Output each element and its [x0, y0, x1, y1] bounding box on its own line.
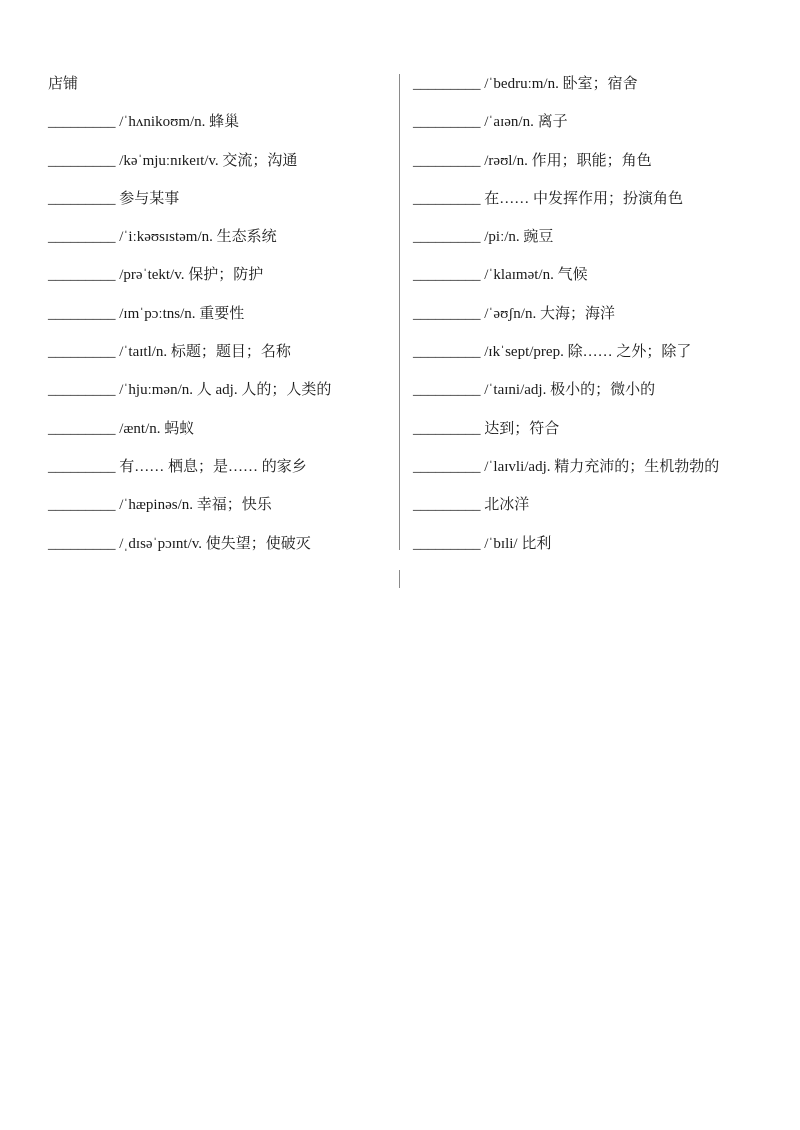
vocab-line: _________ /piː/n. 豌豆	[413, 229, 554, 246]
right-vocab-column	[413, 70, 758, 568]
left-vocab-column	[48, 70, 393, 568]
vocab-line: _________ /ˈtaɪtl/n. 标题；题目；名称	[48, 344, 291, 361]
vocab-line: _________ /ɪmˈpɔːtns/n. 重要性	[48, 305, 245, 322]
vocab-line: _________ /ˈhæpinəs/n. 幸福；快乐	[48, 497, 272, 514]
vocab-line: _________ /prəˈtekt/v. 保护；防护	[48, 267, 264, 284]
vocab-line: _________ /ˈbedruːm/n. 卧室；宿舍	[413, 76, 638, 92]
vocab-line: _________ /ˈklaɪmət/n. 气候	[413, 267, 588, 284]
vocab-line: _________ /ˌdɪsəˈpɔɪnt/v. 使失望；使破灭	[48, 535, 311, 552]
vocab-line: _________ /kəˈmjuːnɪkeɪt/v. 交流；沟通	[48, 152, 298, 169]
vocab-line: _________ /ˈəʊʃn/n. 大海；海洋	[413, 305, 615, 322]
vocab-line: _________ /ˈhʌnikoʊm/n. 蜂巢	[48, 114, 240, 131]
vocab-line: _________ /ænt/n. 蚂蚁	[48, 420, 195, 437]
vocab-line: _________ /ˈbɪli/ 比利	[413, 535, 552, 552]
column-divider	[399, 74, 400, 550]
vocab-line: _________ /ˈaɪən/n. 离子	[413, 114, 568, 131]
vocab-line: _________ 在…… 中发挥作用；扮演角色	[413, 190, 684, 207]
vocab-line: _________ /ɪkˈsept/prep. 除…… 之外；除了	[413, 344, 692, 361]
vocab-line: _________ /ˈiːkəʊsɪstəm/n. 生态系统	[48, 229, 277, 246]
vocab-line: _________ /rəʊl/n. 作用；职能；角色	[413, 152, 652, 169]
vocab-line: _________ 有…… 栖息；是…… 的家乡	[48, 458, 307, 475]
vocab-line: _________ /ˈlaɪvli/adj. 精力充沛的；生机勃勃的	[413, 458, 720, 475]
vocab-line: _________ 达到；符合	[413, 420, 560, 437]
vocab-line: _________ /ˈtaɪni/adj. 极小的；微小的	[413, 382, 656, 399]
vocab-line: _________ /ˈhjuːmən/n. 人 adj. 人的；人类的	[48, 382, 332, 399]
vocab-line: _________ 北冰洋	[413, 497, 530, 514]
vocab-line: _________ 参与某事	[48, 190, 180, 207]
column-divider-tail	[399, 570, 400, 588]
vocab-line: 店铺	[48, 76, 79, 92]
